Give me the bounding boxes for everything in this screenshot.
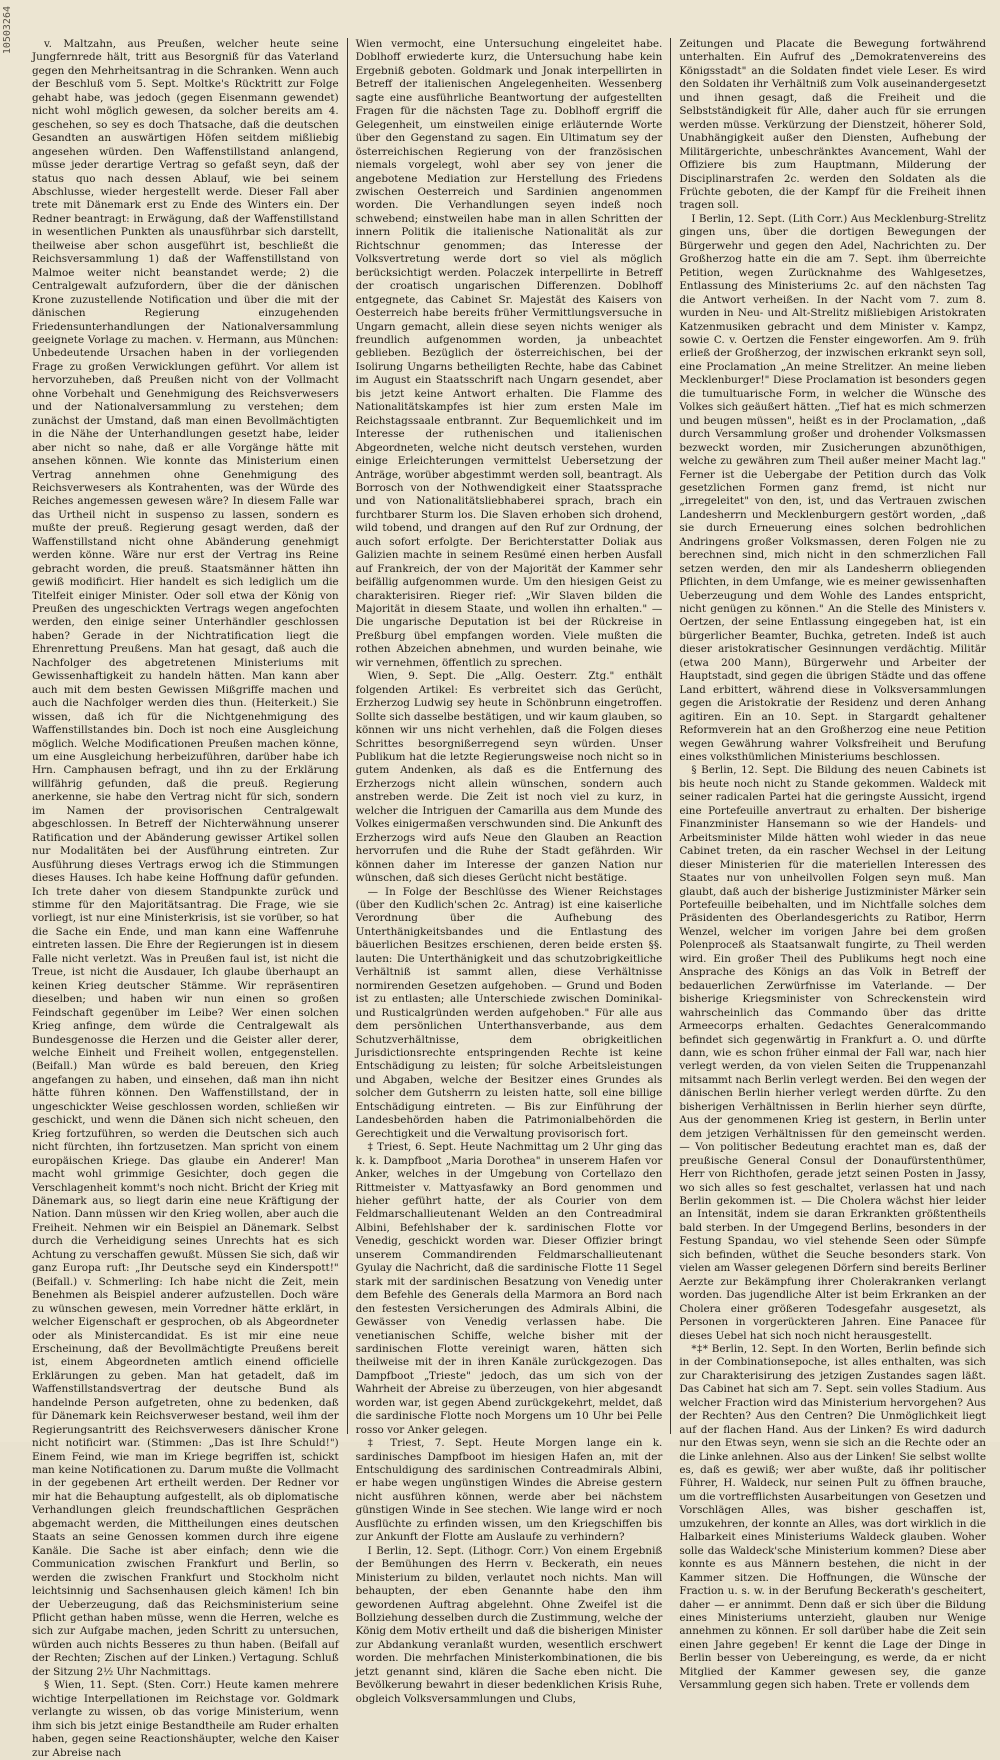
column-3 <box>673 38 992 1692</box>
page-identifier: 10503264 <box>2 6 13 55</box>
article-paragraph: I Berlin, 12. Sept. (Lithogr. Corr.) Von einem Ergebniß der Bemühungen des Herrn v. Beckerath, ein neues Ministerium zu bilden, verlautet noch nichts. Man will behaupten, der eben Genannte habe den ihm gewordenen Auftrag abgelehnt. Ohne Zweifel ist die Bollziehung desselben durch die Zustimmung, welche der König dem Motiv ertheilt und daß die bisherigen Minister zur Abdankung veranlaßt wurden, wesentlich erschwert worden. Die mehrfachen Ministerkombinationen, die bis jetzt genannt sind, klären die Sache eben nicht. Die Bevölkerung bewahrt in dieser bedenklichen Krisis Ruhe, obgleich Volksversammlungen und Clubs, <box>355 1544 663 1705</box>
article-paragraph: I Berlin, 12. Sept. (Lith Corr.) Aus Mecklenburg-Strelitz gingen uns, über die dortigen Bewegungen der Bürgerwehr und gegen den Adel, Nachrichten zu. Der Großherzog hatte ein die am 7. Sept. ihm überreichte Petition, wegen Zurücknahme des Wahlgesetzes, Entlassung des Ministeriums 2c. auf den nächsten Tag die Antwort verheißen. In der Nacht vom 7. zum 8. wurden in Neu- und Alt-Strelitz mißliebigen Aristokraten Katzenmusiken gebracht und dem Minister v. Kampz, sowie C. v. Oertzen die Fenster eingeworfen. Am 9. früh erließ der Großherzog, der inzwischen erkrankt seyn soll, eine Proclamation „An meine Strelitzer. An meine lieben Mecklenburger!" Diese Proclamation ist besonders gegen die tumultuarische Form, in welcher die Wünsche des Volkes sich geäußert hätten. „Tief hat es mich schmerzen und beugen müssen", heißt es in der Proclamation, „daß durch Versammlung großer und drohender Volksmassen bezweckt worden, mir Zusicherungen abzunöthigen, welche zu gewähren zum Theil außer meiner Macht lag." Ferner ist die Uebergabe der Petition durch das Volk gesetzlichen Formen ganz fremd, ist nicht nur „irregeleitet" von den, ist, und das Vertrauen zwischen Landesherrn und Mecklenburgern gestört worden, „daß sie durch Erneuerung eines solchen bedrohlichen Andringens großer Volksmassen, deren Folgen nie zu berechnen sind, mich nicht in den schmerzlichen Fall setzen werden, den mir als Landesherrn obliegenden Pflichten, in dem Umfange, wie es meiner gewissenhaften Ueberzeugung und dem Wohle des Landes entspricht, nicht genügen zu können." An die Stelle des Ministers v. Oertzen, der seine Entlassung eingegeben hat, ist ein bürgerlicher Beamter, Buchka, getreten. Indeß ist auch dieser aristokratischer Gesinnungen verdächtig. Militär (etwa 200 Mann), Bürgerwehr und Arbeiter der Hauptstadt, sind gegen die übrigen Städte und das offene Land erbittert, während diese in Volksversammlungen gegen die Aristokratie der Residenz und deren Anhang agitiren. Ein an 10. Sept. in Stargardt gehaltener Reformverein hat an den Großherzog eine neue Petition wegen Gewährung wahrer Volksfreiheit und Berufung eines volksthümlichen Ministeriums beschlossen. <box>679 212 986 764</box>
article-paragraph: § Berlin, 12. Sept. Die Bildung des neuen Cabinets ist bis heute noch nicht zu Stande gekommen. Waldeck mit seiner radicalen Partei hat die geringste Aussicht, irgend eine Portefeuille anvertraut zu erhalten. Der bisherige Finanzminister Hansemann so wie der Handels- und Arbeitsminister Milde hätten wohl wieder in das neue Cabinet treten, da ein rascher Wechsel in der Leitung dieser Ministerien für die materiellen Interessen des Staates nur von unheilvollen Folgen seyn muß. Man glaubt, daß auch der bisherige Justizminister Märker sein Portefeuille beibehalten, und im Nichtfalle solches dem Präsidenten des Oberlandesgerichts zu Ratibor, Herrn Wenzel, welcher im vorigen Jahre bei dem großen Polenproceß als Staatsanwalt fungirte, zu Theil werden wird. Ein großer Theil des Publikums hegt noch eine Ansprache des Königs an das Volk in Betreff der bedauerlichen Zerwürfnisse im Vaterlande. — Der bisherige Kriegsminister von Schreckenstein wird wahrscheinlich das Commando über das dritte Armeecorps erhalten. Gedachtes Generalcommando befindet sich gegenwärtig in Frankfurt a. O. und dürfte dann, wie es schon früher einmal der Fall war, nach hier verlegt werden, da von vielen Seiten die Truppenanzahl mitsammt nach Berlin verlegt werden. Bei den wegen der dänischen Berlin hierher verlegt werden dürfte. Zu den bisherigen Verhältnissen in Berlin hierher seyn dürfte, Aus der genommenen Krieg ist gestern, in Berlin unter dem jetzigen Verhältnissen für den gemeinscht werden. — Von politischer Bedeutung erachtet man es, daß der preußische General Consul der Donaufürstenthümer, Herr von Richthofen, gerade jetzt seinen Posten in Jassy, wo sich alles so fest geschaltet, verlassen hat und nach Berlin gekommen ist. — Die Cholera wächst hier leider an Intensität, indem sie daran Erkrankten größtentheils bald sterben. In der Umgegend Berlins, besonders in der Festung Spandau, wo viel stehende Seen oder Sümpfe sich befinden, wüthet die Seuche besonders stark. Von vielen am Wasser gelegenen Dörfern sind bereits Berliner Aerzte zur Bekämpfung ihrer Cholerakranken verlangt worden. Das jugendliche Alter ist beim Erkranken an der Cholera einer größeren Todesgefahr ausgesetzt, als Personen in vorgerückteren Jahren. Eine Panacee für dieses Uebel hat sich noch nicht herausgestellt. <box>679 764 986 1342</box>
column-rule <box>347 38 348 1434</box>
article-paragraph: § Wien, 11. Sept. (Sten. Corr.) Heute kamen mehrere wichtige Interpellationen im Reichstage vor. Goldmark verlangte zu wissen, ob das vorige Ministerium, wenn ihm sich bis jetzt einige Bestandtheile am Ruder erhalten haben, gegen seine Reactionshäupter, welche den Kaiser zur Abreise nach <box>32 1679 339 1759</box>
text-columns <box>26 38 992 1759</box>
article-paragraph: ‡ Triest, 7. Sept. Heute Morgen lange ein k. sardinisches Dampfboot im hiesigen Hafen an, mit der Entschuldigung des sardinischen Contreadmirals Albini, er habe wegen ungünstigen Windes die Abreise gestern nicht ausführen können, werde aber bei nächstem günstigen Winde in See stechen. Wie lange wird er noch Ausflüchte zu erfinden wissen, um den Kriegschiffen bis zur Ankunft der Flotte am Auslaufe zu verhindern? <box>355 1437 663 1544</box>
column-1 <box>26 38 345 1759</box>
column-2 <box>350 38 669 1705</box>
article-paragraph: Zeitungen und Placate die Bewegung fortwährend unterhalten. Ein Aufruf des „Demokratenvereins des Königsstadt" an die Soldaten findet viele Leser. Es wird den Soldaten ihr Verhältniß zum Volk auseinandergesetzt und ihnen gesagt, daß die Freiheit und die Selbstständigkeit für Alle, daher auch für sie errungen werden müsse. Verkürzung der Dienstzeit, höherer Sold, Unabhängigkeit außer den Diensten, Aufhebung der Militärgerichte, unbeschränktes Avancement, Wahl der Offiziere bis zum Hauptmann, Milderung der Disciplinarstrafen 2c. werden den Soldaten als die Früchte geboten, die der Kampf für die Freiheit ihnen tragen soll. <box>679 38 986 212</box>
article-paragraph: Wien, 9. Sept. Die „Allg. Oesterr. Ztg." enthält folgenden Artikel: Es verbreitet sich das Gerücht, Erzherzog Ludwig sey heute in Schönbrunn eingetroffen. Sollte sich dasselbe bestätigen, und wir kaum glauben, so können wir uns nicht verhehlen, daß die Folgen dieses Schrittes besorgnißerregend seyn würden. Unser Publikum hat die letzte Regierungsweise noch nicht so in gutem Andenken, als daß es die Entfernung des Erzherzogs nicht allein wünschen, sondern auch anstreben werde. Die Zeit ist noch viel zu kurz, in welcher die Intriguen der Camarilla aus dem Munde des Volkes einigermaßen verschwunden sind. Die Ankunft des Erzherzogs wird aufs Neue den Glauben an Reaction hervorrufen und die Ruhe der Stadt gefährden. Wir können daher im Interesse der ganzen Nation nur wünschen, daß sich dieses Gerücht nicht bestätige. <box>355 670 663 885</box>
article-paragraph: — In Folge der Beschlüsse des Wiener Reichstages (über den Kudlich'schen 2c. Antrag) ist eine kaiserliche Verordnung über die Aufhebung des Unterthänigkeitsbandes und die Entlastung des bäuerlichen Besitzes erschienen, deren beide ersten §§. lauten: Die Unterthänigkeit und das schutzobrigkeitliche Verhältniß ist sammt allen, diese Verhältnisse normirenden Gesetzen aufgehoben. — Grund und Boden ist zu entlasten; alle Unterschiede zwischen Dominikal- und Rusticalgründen werden aufgehoben." Für alle aus dem persönlichen Unterthansverbande, aus dem Schutzverhältnisse, dem obrigkeitlichen Jurisdictionsrechte entspringenden Rechte ist keine Entschädigung zu leisten; für solche Arbeitsleistungen und Abgaben, welche der Besitzer eines Grundes als solcher dem Gutsherrn zu leisten hatte, soll eine billige Entschädigung eintreten. — Bis zur Einführung der Landesbehörden haben die Patrimonialbehörden die Gerechtigkeit und die Verwaltung provisorisch fort. <box>355 885 663 1140</box>
article-paragraph: ‡ Triest, 6. Sept. Heute Nachmittag um 2 Uhr ging das k. k. Dampfboot „Maria Dorothea" in unserem Hafen vor Anker, welches in der Umgebung von Cortellazo den Rittmeister v. Mattyasfawky an Bord genommen und hieher geführt hatte, der als Courier von dem Feldmarschallieutenant Welden an den Contreadmiral Albini, Befehlshaber der k. sardinischen Flotte vor Venedig, geschickt worden war. Dieser Offizier bringt unserem Commandirenden Feldmarschallieutenant Gyulay die Nachricht, daß die sardinische Flotte 11 Segel stark mit der sardinischen Besatzung von Venedig unter dem Befehle des Generals della Marmora an Bord nach den festesten Versicherungen des Admirals Albini, die Gewässer von Venedig verlassen habe. Die venetianischen Schiffe, welche bisher mit der sardinischen Flotte vereinigt waren, hätten sich theilweise mit der in ihren Kanäle zurückgezogen. Das Dampfboot „Trieste" jedoch, das um sich von der Wahrheit der Abreise zu überzeugen, von hier abgesandt worden war, ist gegen Abend zurückgekehrt, meldet, daß die sardinische Flotte noch Morgens um 10 Uhr bei Pelle rosso vor Anker gelegen. <box>355 1141 663 1436</box>
column-rule <box>670 38 671 1434</box>
article-paragraph: *‡* Berlin, 12. Sept. In den Worten, Berlin befinde sich in der Combinationsepoche, ist alles enthalten, was sich zur Charakterisirung des jetzigen Zustandes sagen läßt. Das Cabinet hat sich am 7. Sept. sein volles Stadium. Aus welcher Fraction wird das Ministerium hervorgehen? Aus der Rechten? Aus den Centren? Die Unmöglichkeit liegt auf der flachen Hand. Aus der Linken? Es wird dadurch nur den Etwas seyn, wenn sie sich an die Rechte oder an die Linke anlehnen. Also aus der Linken! Sie selbst wollte es, daß es gewiß; wer aber wußte, daß ihr politischer Führer, H. Waldeck, nur seinen Pult zu öffnen brauche, um die vortrefflichsten Ausarbeitungen von Gesetzen und Vorschlägen Alles, was bisher geschaffen ist, umzukehren, der konnte an Alles, was dort wirklich in die Halbarkeit eines Ministeriums Waldeck glauben. Woher solle das Waldeck'sche Ministerium kommen? Diese aber konnte es aus Männern bestehen, die nicht in der Kammer sitzen. Die Hoffnungen, die Wünsche der Fraction u. s. w. in der Berufung Beckerath's gescheitert, daher — er annimmt. Denn daß er sich über die Bildung eines Ministeriums unterzieht, glauben nur Wenige annehmen zu können. Er soll darüber habe die Zeit sein einen Jahre gegeben! Er kennt die Lage der Dinge in Berlin besser von Uebereingung, es werde, da er nicht Mitglied der Kammer gewesen sey, die ganze Versammlung gegen sich haben. Trete er vollends dem <box>679 1342 986 1692</box>
article-paragraph: v. Maltzahn, aus Preußen, welcher heute seine Jungfernrede hält, tritt aus Besorgniß für das Vaterland gegen den Mehrheitsantrag in die Schranken. Wenn auch der Beschluß vom 5. Sept. Moltke's Rücktritt zur Folge gehabt habe, was jedoch (gegen Eisenmann gewendet) nicht wohl möglich gewesen, da solcher bereits am 4. geschehen, so sey es doch Thatsache, daß die deutschen Gesandten an auswärtigen Höfen seitdem mißliebig angesehen würden. Den Waffenstillstand anlangend, müsse jeder derartige Vertrag so gefaßt seyn, daß der status quo nach dessen Ablauf, wie bei seinem Abschlusse, wieder hergestellt werde. Dieser Fall aber trete mit Dänemark erst zu Ende des Winters ein. Der Redner beantragt: in Erwägung, daß der Waffenstillstand in wesentlichen Punkten als unausführbar sich darstellt, theilweise aber schon ausgeführt ist, beschließt die Reichsversammlung 1) daß der Waffenstillstand von Malmoe weiter nicht beanstandet werde; 2) die Centralgewalt aufzufordern, über die der dänischen Krone zuzustellende Notification und über die mit der dänischen Regierung einzugehenden Friedensunterhandlungen der Nationalversammlung geeignete Vorlage zu machen. v. Hermann, aus München: Unbedeutende Ursachen haben in der vorliegenden Frage zu großen Verwicklungen geführt. Vor allem ist hervorzuheben, daß Preußen nicht von der Vollmacht ohne Vorbehalt und Genehmigung des Reichsverwesers und der Nationalversammlung zu verstehen; dem zunächst der Umstand, daß man einen Bevollmächtigten in die Nähe der Unterhandlungen gesetzt habe, leider aber nicht so nahe, daß er alle Vorgänge hätte mit ansehen können. Wie konnte das Ministerium einen Vertrag annehmen ohne Genehmigung des Reichsverwesers als Kontrahenten, was der Würde des Reiches angemessen gewesen wäre? In diesem Falle war das Urtheil nicht in suspenso zu lassen, sondern es mußte der preuß. Regierung gesagt werden, daß der Waffenstillstand nicht ohne Abänderung genehmigt werden könne. Wäre nur erst der Vertrag ins Reine gebracht worden, die preuß. Staatsmänner hätten ihn gewiß modificirt. Hier handelt es sich lediglich um die Titelfeit einiger Minister. Oder soll etwa der König von Preußen des ungeschickten Vertrags wegen angefochten werden, den einige seiner Unterhändler geschlossen haben? Gerade in der Nichtratification liegt die Ehrenrettung Preußens. Man hat gesagt, daß auch die Nachfolger des abgetretenen Ministeriums mit Gewissenhaftigkeit zu handeln hätten. Man kann aber auch mit dem besten Gewissen Mißgriffe machen und auch die Nachfolger werden dies thun. (Heiterkeit.) Sie wissen, daß ich für die Nichtgenehmigung des Waffenstillstandes bin. Doch ist noch eine Ausgleichung möglich. Welche Modificationen Preußen machen könne, um eine Ausgleichung herbeizuführen, darüber habe ich Hrn. Camphausen befragt, und ihn zu der Erklärung willfährig gefunden, daß die preuß. Regierung anerkenne, sie habe den Vertrag nicht für sich, sondern im Namen der provisorischen Centralgewalt abgeschlossen. In Betreff der Nichterwähnung unserer Ratification und der Abänderung gewisser Artikel sollen nur Modalitäten bei der Ausführung eintreten. Zur Ausführung dieses Vertrags erwog ich die Stimmungen dieses Hauses. Ich habe keine Hoffnung dafür gefunden. Ich trete daher von diesem Standpunkte zurück und stimme für den Majoritätsantrag. Die Frage, wie sie vorliegt, ist nur eine Ministerkrisis, ist sie vorüber, so hat die Sache ein Ende, und man kann eine Waffenruhe eintreten lassen. Die Ehre der Regierungen ist in diesem Falle nicht verletzt. Was in Preußen faul ist, ist nicht die Treue, ist nicht die Ausdauer, Ich glaube überhaupt an keinen Krieg deutscher Stämme. Wir repräsentiren dieselben; und haben wir nun einen so großen Feindschaft gegenüber im Leibe? Wer einen solchen Krieg anfinge, dem würde die Centralgewalt als Bundesgenosse die Herzen und die Geister aller derer, welche Einheit und Freiheit wollen, entgegenstellen. (Beifall.) Man würde es bald bereuen, den Krieg angefangen zu haben, und einsehen, daß man ihn nicht hätte führen können. Den Waffenstillstand, der in ungeschickter Weise geschlossen worden, schließen wir geschickt, und wenn die Dänen sich nicht scheuen, den Krieg fortzuführen, so werden die Deutschen sich auch nicht fürchten, ihn fortzusetzen. Man spricht von einem europäischen Kriege. Das glaube ein Anderer! Man macht wohl grimmige Gesichter, doch gegen die Verschlagenheit kommt's noch nicht. Bricht der Krieg mit Dänemark aus, so liegt darin eine neue Kräftigung der Nation. Dann müssen wir den Krieg wollen, aber auch die Freiheit. Nehmen wir ein Beispiel an Dänemark. Selbst durch die Verheidigung seines Unrechts hat es sich Achtung zu verschaffen gewußt. Müssen Sie sich, daß wir ganz Europa ruft: „Ihr Deutsche seyd ein Kinderspott!" (Beifall.) v. Schmerling: Ich habe nicht die Zeit, mein Benehmen als Beispiel anderer aufzustellen. Doch wäre zu wünschen gewesen, mein Vorredner hätte erklärt, in welcher Eigenschaft er gesprochen, ob als Abgeordneter oder als Ministercandidat. Es ist mir eine neue Erscheinung, daß der Bevollmächtigte Preußens bereit ist, einem Abgeordneten amtlich einend officielle Erklärungen zu geben. Man hat getadelt, daß im Waffenstillstandsvertrag der deutsche Bund als handelnde Person aufgetreten, ohne zu bedenken, daß für Dänemark kein Reichsverweser bestand, weil ihm der Regierungsantritt des Reichsverwesers dänischer Krone nicht notificirt war. (Stimmen: „Das ist Ihre Schuld!") Einem Feind, wie man im Kriege begriffen ist, schickt man keine Notificationen zu. Darum mußte die Vollmacht in der gegebenen Art ertheilt werden. Der Redner vor mir hat die Behauptung aufgestellt, als ob diplomatische Verhandlungen gleich freundschaftlichen Gesprächen abgemacht werden, die Mittheilungen eines deutschen Staats an seine Genossen kommen durch ihre eigene Kanäle. Die Sache ist aber einfach; denn wie die Communication zwischen Frankfurt und Berlin, so werden die zwischen Frankfurt und Stockholm nicht leichtsinnig und Sachsenhausen gleich kämen! Ich bin der Ueberzeugung, daß das Reichsministerium seine Pflicht gethan haben müsse, wenn die Herren, welche es sich zur Aufgabe machen, jeden Schritt zu untersuchen, würden auch nichts Besseres zu thun haben. (Beifall auf der Rechten; Zischen auf der Linken.) Vertagung. Schluß der Sitzung 2½ Uhr Nachmittags. <box>32 38 339 1678</box>
article-paragraph: Wien vermocht, eine Untersuchung eingeleitet habe. Doblhoff erwiederte kurz, die Untersuchung habe kein Ergebniß geboten. Goldmark und Jonak interpellirten in Betreff der italienischen Angelegenheiten. Wessenberg sagte eine ausführliche Beantwortung der aufgestellten Fragen für die nächsten Tage zu. Doblhoff ergriff die Gelegenheit, um einstweilen einige erläuternde Worte über den Gegenstand zu sagen. Ein Ultimatum sey der österreichischen Regierung von der französischen niemals vorgelegt, wohl aber sey von jener die angebotene Mediation zur Herstellung des Friedens zwischen Oesterreich und Sardinien angenommen worden. Die Verhandlungen seyen indeß noch schwebend; einstweilen habe man in allen Schritten der innern Politik die italienische Nationalität als zur Richtschnur genommen; das Interesse der Volksvertretung werde dort so viel als möglich berücksichtigt werden. Polaczek interpellirte in Betreff der croatisch ungarischen Differenzen. Doblhoff entgegnete, das Cabinet Sr. Majestät des Kaisers von Oesterreich habe bereits früher Vermittlungsversuche in Ungarn gemacht, allein diese seyen nichts weniger als freundlich aufgenommen worden, ja unbeachtet geblieben. Bezüglich der österreichischen, bei der Isolirung Ungarns betheiligten Rechte, habe das Cabinet im August ein Staatsschrift nach Ungarn gesendet, aber bis jetzt keine Antwort erhalten. Die Flamme des Nationalitätskampfes ist hier zum ersten Male im Reichstagssaale entbrannt. Zur Bequemlichkeit und im Interesse der ruthenischen und italienischen Abgeordneten, welche nicht deutsch verstehen, wurden einige Erleichterungen vermittelst Uebersetzung der Anträge, worüber abgestimmt werden soll, beantragt. Als Borrosch von der Nothwendigkeit einer Staatssprache und von Nationalitätsliebhaberei sprach, brach ein furchtbarer Sturm los. Die Slaven erhoben sich drohend, wild tobend, und drangen auf den Ruf zur Ordnung, der auch sofort erfolgte. Der Berichterstatter Doliak aus Galizien machte in seinem Resümé einen herben Ausfall auf Frankreich, der von der Majorität der Kammer sehr beifällig aufgenommen wurde. Um den hiesigen Geist zu charakterisiren. Rieger rief: „Wir Slaven bilden die Majorität in diesem Staate, und wollen ihn erhalten." — Die ungarische Deputation ist bei der Rückreise in Preßburg übel empfangen worden. Viele mußten die rothen Abzeichen abnehmen, und wurden beinahe, wie wir vernehmen, öffentlich zu sprechen. <box>355 38 663 669</box>
